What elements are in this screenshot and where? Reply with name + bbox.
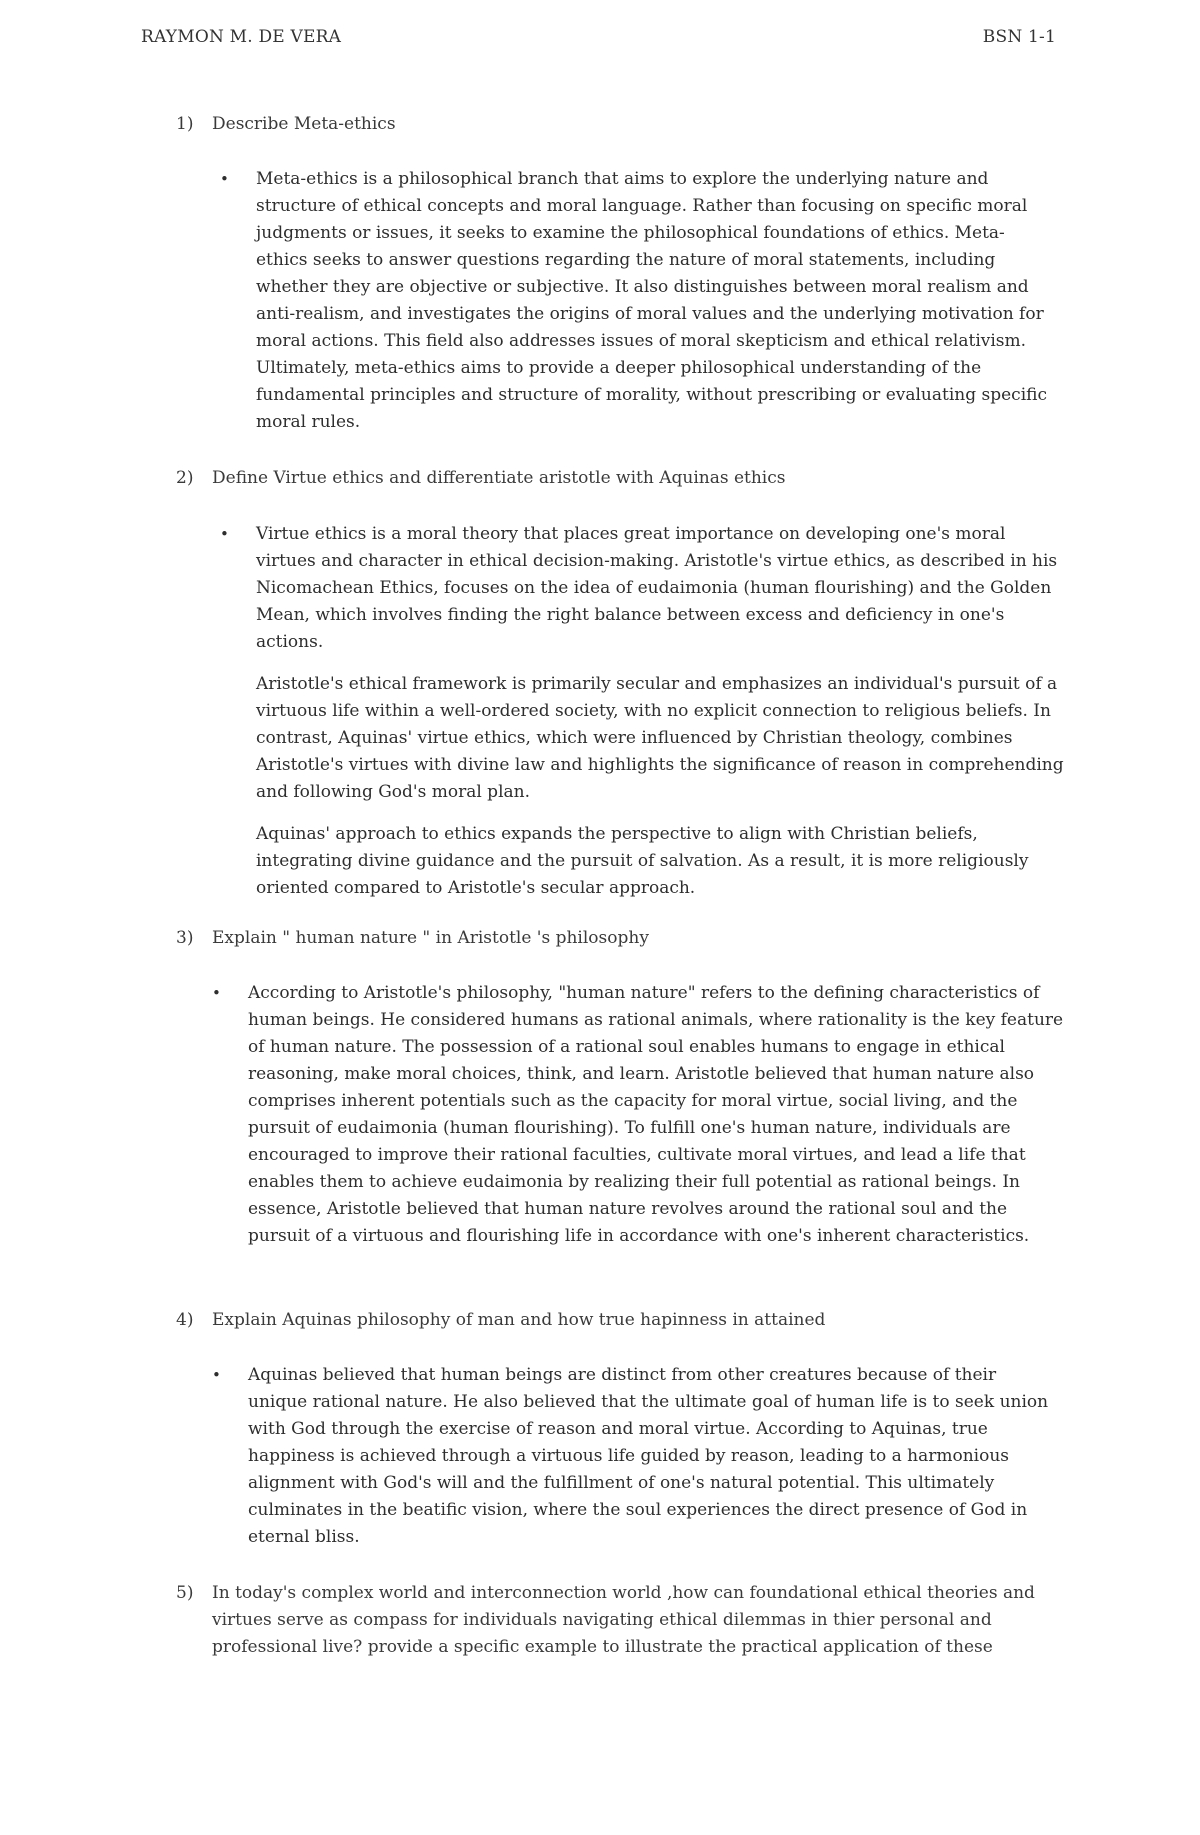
question-4: [176, 1307, 1056, 1334]
answer-paragraph: Virtue ethics is a moral theory that places great importance on developing one's moral virtues and character in ethical decision-making. Aristotle's virtue ethics, as described in his Nicomachean Ethics, focuses on the idea of eudaimonia (human flourishing) and the Golden Mean, which involves finding the right balance between excess and deficiency in one's actions.: [256, 524, 1058, 652]
question-text: Describe Meta-ethics: [212, 114, 396, 134]
question-number: 5): [176, 1583, 194, 1603]
answer-paragraph: According to Aristotle's philosophy, "human nature" refers to the defining characteristics of human beings. He considered humans as rational animals, where rationality is the key feature of human nature. The possession of a rational soul enables humans to engage in ethical reasoning, make moral choices, think, and learn. Aristotle believed that human nature also comprises inherent potentials such as the capacity for moral virtue, social living, and the pursuit of eudaimonia (human flourishing). To fulfill one's human nature, individuals are encouraged to improve their rational faculties, cultivate moral virtues, and lead a life that enables them to achieve eudaimonia by realizing their full potential as rational beings. In essence, Aristotle believed that human nature revolves around the rational soul and the pursuit of a virtuous and flourishing life in accordance with one's inherent characteristics.: [248, 983, 1064, 1246]
bullet-icon: •: [220, 525, 229, 543]
answer-2: [220, 521, 1064, 917]
answer-paragraph: Aquinas believed that human beings are distinct from other creatures because of their unique rational nature. He also believed that the ultimate goal of human life is to seek union with God through the exercise of reason and moral virtue. According to Aquinas, true happiness is achieved through a virtuous life guided by reason, leading to a harmonious alignment with God's will and the fulfillment of one's natural potential. This ultimately culminates in the beatific vision, where the soul experiences the direct presence of God in eternal bliss.: [248, 1365, 1049, 1547]
question-number: 2): [176, 468, 194, 488]
answer-1: [220, 166, 1056, 451]
question-number: 4): [176, 1310, 194, 1330]
answer-paragraph: Aristotle's ethical framework is primarily secular and emphasizes an individual's pursuit of a virtuous life within a well-ordered society, with no explicit connection to religious beliefs. In contrast, Aquinas' virtue ethics, which were influenced by Christian theology, combines Aristotle's virtues with divine law and highlights the significance of reason in comprehending and following God's moral plan.: [256, 674, 1064, 802]
question-text: Explain " human nature " in Aristotle 's philosophy: [212, 928, 649, 948]
question-text: Define Virtue ethics and differentiate aristotle with Aquinas ethics: [212, 468, 786, 488]
question-text: Explain Aquinas philosophy of man and how true hapinness in attained: [212, 1310, 826, 1330]
answer-3: [212, 980, 1064, 1265]
answer-paragraph: Aquinas' approach to ethics expands the perspective to align with Christian beliefs, integrating divine guidance and the pursuit of salvation. As a result, it is more religiously oriented compared to Aristotle's secular approach.: [256, 824, 1029, 898]
bullet-icon: •: [212, 1366, 221, 1384]
question-1: [176, 111, 1056, 138]
question-number: 1): [176, 114, 194, 134]
question-2: [176, 465, 1056, 492]
question-3: [176, 925, 1056, 952]
answer-paragraph: Meta-ethics is a philosophical branch that aims to explore the underlying nature and structure of ethical concepts and moral language. Rather than focusing on specific moral judgments or issues, it seeks to examine the philosophical foundations of ethics. Meta-ethics seeks to answer questions regarding the nature of moral statements, including whether they are objective or subjective. It also distinguishes between moral realism and anti-realism, and investigates the origins of moral values and the underlying motivation for moral actions. This field also addresses issues of moral skepticism and ethical relativism. Ultimately, meta-ethics aims to provide a deeper philosophical understanding of the fundamental principles and structure of morality, without prescribing or evaluating specific moral rules.: [256, 169, 1047, 432]
class-section: BSN 1-1: [982, 27, 1056, 47]
answer-4: [212, 1362, 1060, 1566]
author-name: RAYMON M. DE VERA: [141, 27, 342, 47]
question-5: [176, 1580, 1056, 1661]
bullet-icon: •: [212, 984, 221, 1002]
question-number: 3): [176, 928, 194, 948]
question-text: In today's complex world and interconnection world ,how can foundational ethical theories and virtues serve as compass for individuals navigating ethical dilemmas in thier personal and professional live? provide a specific example to illustrate the practical application of these: [212, 1583, 1035, 1657]
bullet-icon: •: [220, 170, 229, 188]
